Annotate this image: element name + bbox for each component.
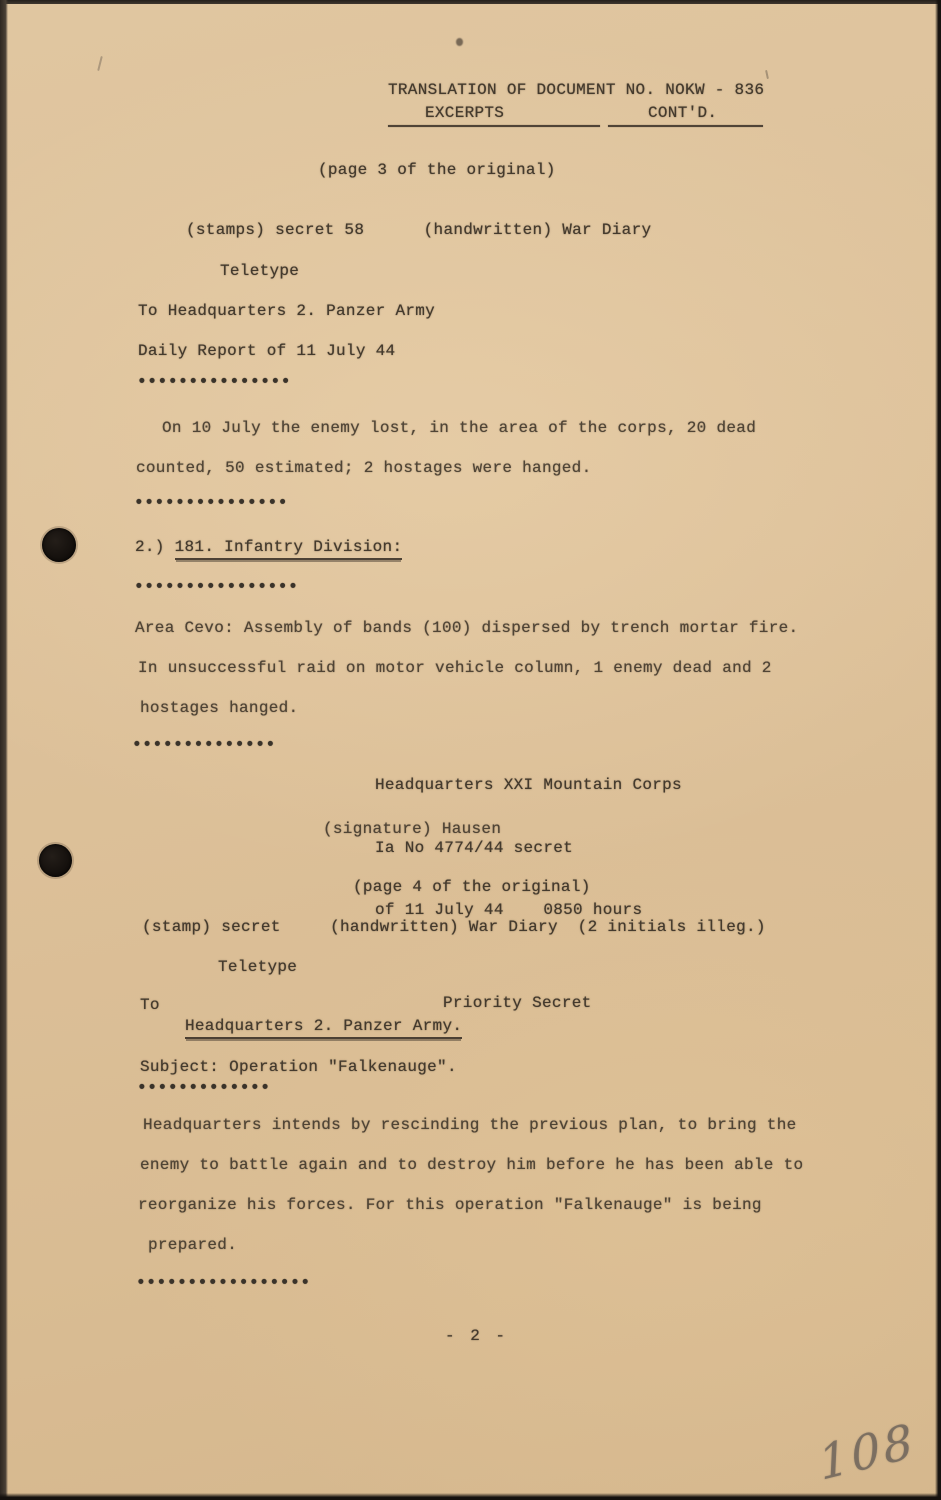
hq-block-line2: Ia No 4774/44 secret bbox=[375, 838, 574, 857]
page4-addressee bbox=[185, 1016, 462, 1036]
scan-edge-left bbox=[0, 0, 8, 1500]
header-contd-label: CONT'D. bbox=[648, 104, 718, 122]
subject-line: Subject: Operation "Falkenauge". bbox=[140, 1058, 457, 1076]
header-underline-left bbox=[388, 125, 600, 127]
para3-line1: Headquarters intends by rescinding the previous plan, to bring the bbox=[143, 1116, 797, 1134]
handwritten-page-number: 108 bbox=[815, 1413, 920, 1492]
para2-line2: In unsuccessful raid on motor vehicle column, 1 enemy dead and 2 bbox=[138, 659, 772, 677]
scan-edge-bottom bbox=[0, 1493, 941, 1500]
page-number: - 2 - bbox=[445, 1327, 509, 1345]
page4-to-label: To bbox=[140, 996, 160, 1014]
page3-marker: (page 3 of the original) bbox=[318, 161, 556, 179]
scan-edge-top bbox=[0, 0, 941, 4]
header-underline-right bbox=[608, 125, 763, 127]
para1-line2: counted, 50 estimated; 2 hostages were hanged. bbox=[136, 459, 592, 477]
para2-line3: hostages hanged. bbox=[140, 699, 299, 717]
addressee-text: Headquarters 2. Panzer Army. bbox=[185, 1017, 462, 1039]
scan-edge-right bbox=[935, 0, 941, 1500]
page3-stamp-line: (stamps) secret 58 (handwritten) War Diary bbox=[186, 221, 652, 239]
separator-dots: ●●●●●●●●●●●●●●●● bbox=[136, 581, 301, 589]
section-number: 2.) bbox=[135, 538, 175, 556]
page3-daily-report-line: Daily Report of 11 July 44 bbox=[138, 342, 396, 360]
page3-teletype-label: Teletype bbox=[220, 262, 300, 280]
paper-speck bbox=[456, 38, 463, 46]
page4-marker: (page 4 of the original) bbox=[353, 878, 591, 896]
hq-block-line3: of 11 July 44 0850 hours bbox=[375, 901, 643, 919]
para3-line4: prepared. bbox=[148, 1236, 238, 1254]
para3-line3: reorganize his forces. For this operation "Falkenauge" is being bbox=[138, 1196, 762, 1214]
pencil-tick bbox=[765, 70, 769, 79]
punch-hole-bottom bbox=[39, 844, 72, 877]
separator-dots: ●●●●●●●●●●●●●● bbox=[134, 739, 278, 747]
para1-line1: On 10 July the enemy lost, in the area of the corps, 20 dead bbox=[162, 419, 757, 437]
header-excerpts-label: EXCERPTS bbox=[425, 104, 505, 122]
page4-stamp-line: (stamp) secret (handwritten) War Diary (2 initials illeg.) bbox=[142, 918, 766, 936]
section-title: 181. Infantry Division: bbox=[175, 538, 403, 560]
page4-teletype-label: Teletype bbox=[218, 958, 298, 976]
para3-line2: enemy to battle again and to destroy him before he has been able to bbox=[140, 1156, 804, 1174]
priority-secret-label: Priority Secret bbox=[443, 994, 592, 1012]
hq-block-line1: Headquarters XXI Mountain Corps bbox=[375, 776, 682, 794]
punch-hole-top bbox=[42, 528, 76, 562]
para2-line1: Area Cevo: Assembly of bands (100) dispersed by trench mortar fire. bbox=[135, 619, 799, 637]
separator-dots: ●●●●●●●●●●●●●●● bbox=[136, 497, 291, 505]
separator-dots: ●●●●●●●●●●●●● bbox=[139, 1082, 273, 1090]
separator-dots: ●●●●●●●●●●●●●●● bbox=[139, 376, 294, 384]
document-title: TRANSLATION OF DOCUMENT NO. NOKW - 836 bbox=[388, 81, 765, 99]
signature-line: (signature) Hausen bbox=[323, 820, 502, 838]
separator-dots: ●●●●●●●●●●●●●●●●● bbox=[138, 1277, 313, 1285]
pencil-mark bbox=[97, 56, 103, 71]
page3-to-line: To Headquarters 2. Panzer Army bbox=[138, 302, 436, 320]
section-heading bbox=[135, 537, 402, 557]
